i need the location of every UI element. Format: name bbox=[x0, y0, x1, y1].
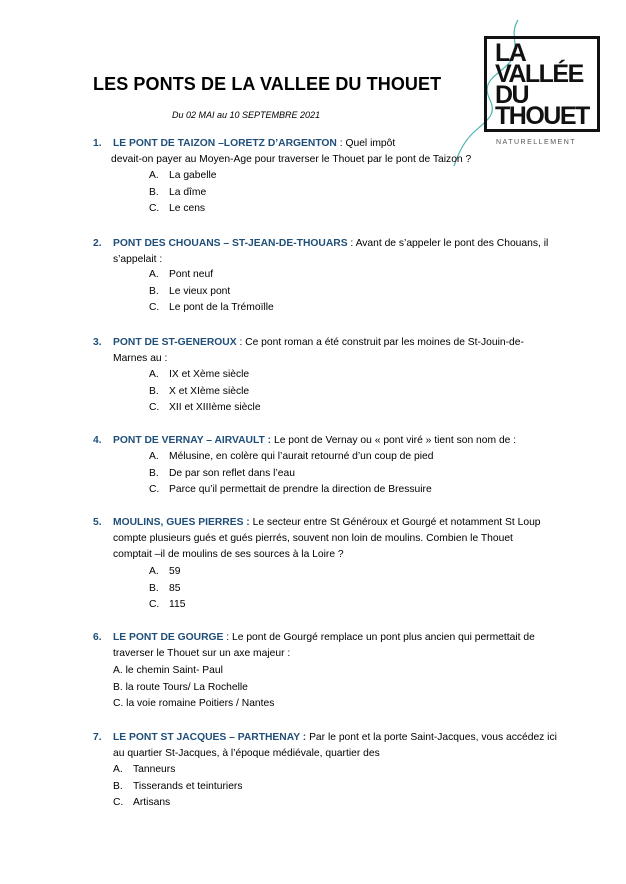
question-4 bbox=[93, 433, 516, 449]
logo-tagline: NATURELLEMENT bbox=[496, 139, 577, 146]
question-text-cont: s’appelait : bbox=[113, 254, 163, 265]
option-a: A. le chemin Saint- Paul bbox=[113, 665, 223, 676]
question-text: Par le pont et la porte Saint-Jacques, vous accédez ici bbox=[306, 732, 557, 743]
question-6 bbox=[93, 630, 535, 662]
date-range: Du 02 MAI au 10 SEPTEMBRE 2021 bbox=[172, 110, 321, 120]
options-6 bbox=[113, 665, 274, 715]
question-heading: LE PONT DE GOURGE bbox=[113, 632, 224, 643]
page-title: LES PONTS DE LA VALLEE DU THOUET bbox=[93, 74, 442, 94]
question-text-cont: devait-on payer au Moyen-Age pour traverser le Thouet par le pont de Taizon ? bbox=[111, 154, 472, 165]
question-text: : Ce pont roman a été construit par les moines de St-Jouin-de- bbox=[236, 337, 524, 348]
option-b: B. la route Tours/ La Rochelle bbox=[113, 681, 248, 693]
option-c: C. la voie romaine Poitiers / Nantes bbox=[113, 698, 275, 709]
question-number: 6. bbox=[93, 632, 102, 643]
logo-text-4: THOUET bbox=[495, 102, 589, 130]
question-text-cont: comptait –il de moulins de ses sources à la Loire ? bbox=[113, 549, 344, 560]
question-heading: PONT DE VERNAY – AIRVAULT : bbox=[113, 435, 272, 446]
logo-text-1: LA bbox=[495, 39, 526, 67]
logo bbox=[484, 36, 606, 136]
question-text: Le secteur entre St Généroux et Gourgé et notamment St Loup bbox=[249, 517, 541, 528]
question-text-cont: traverser le Thouet sur un axe majeur : bbox=[113, 648, 291, 659]
question-text: : Quel impôt bbox=[336, 138, 396, 149]
logo-text-2: VALLÉE bbox=[495, 60, 583, 88]
question-text: : Avant de s’appeler le pont des Chouans, il bbox=[347, 238, 549, 249]
question-5 bbox=[93, 515, 541, 563]
question-number: 1. bbox=[93, 138, 102, 149]
question-heading: PONT DES CHOUANS – ST-JEAN-DE-THOUARS bbox=[113, 238, 348, 249]
question-number: 7. bbox=[93, 732, 102, 743]
question-3 bbox=[93, 335, 524, 367]
question-text: Le pont de Vernay ou « pont viré » tient son nom de : bbox=[271, 435, 517, 446]
question-heading: LE PONT ST JACQUES – PARTHENAY : bbox=[113, 732, 307, 743]
question-7 bbox=[93, 730, 557, 762]
question-number: 5. bbox=[93, 517, 102, 528]
question-number: 3. bbox=[93, 337, 102, 348]
question-1 bbox=[93, 136, 471, 168]
question-heading: LE PONT DE TAIZON –LORETZ D’ARGENTON bbox=[113, 138, 337, 149]
question-heading: MOULINS, GUES PIERRES : bbox=[113, 517, 250, 528]
logo-text-3: DU bbox=[495, 81, 529, 109]
question-2 bbox=[93, 236, 548, 268]
question-text-cont: au quartier St-Jacques, à l’époque médiévale, quartier des bbox=[113, 748, 380, 759]
question-text-cont: Marnes au : bbox=[113, 353, 168, 364]
question-text-cont: compte plusieurs gués et gués pierrés, souvent non loin de moulins. Combien le Thouet bbox=[113, 533, 513, 544]
question-number: 4. bbox=[93, 435, 102, 446]
question-heading: PONT DE ST-GENEROUX bbox=[113, 337, 237, 348]
question-number: 2. bbox=[93, 238, 102, 249]
question-text: : Le pont de Gourgé remplace un pont plus ancien qui permettait de bbox=[223, 632, 535, 643]
